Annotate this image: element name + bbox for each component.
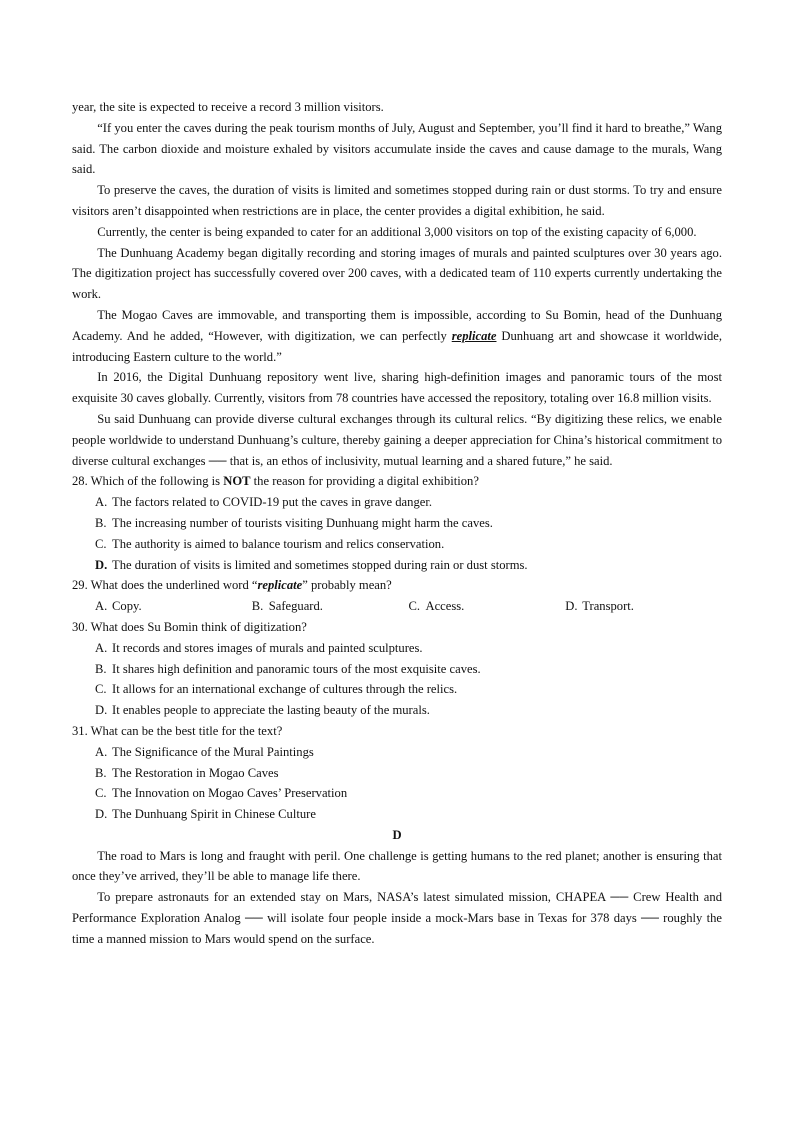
passage-c-paragraph-5	[72, 305, 722, 367]
option-b[interactable]	[72, 763, 722, 784]
option-c[interactable]	[72, 534, 722, 555]
option-a[interactable]	[72, 638, 722, 659]
option-a[interactable]	[72, 492, 722, 513]
option-letter: C.	[95, 536, 107, 551]
option-text: It enables people to appreciate the lasting beauty of the murals.	[112, 703, 430, 718]
question-31-stem: 31. What can be the best title for the text?	[72, 723, 283, 738]
underlined-word-replicate: replicate	[451, 328, 497, 343]
option-letter: C.	[95, 786, 107, 801]
quoted-word-replicate: replicate	[257, 578, 303, 593]
question-29-stem	[72, 575, 722, 596]
option-text: The duration of visits is limited and sometimes stopped during rain or dust storms.	[112, 557, 528, 572]
option-b[interactable]	[72, 513, 722, 534]
option-d[interactable]	[72, 700, 722, 721]
option-letter: C.	[95, 682, 107, 697]
paragraph-text: The Mogao Caves are immovable, and transporting them is impossible, according to Su Bomin, head of the Dunhuang Academy. And he added, “However, with digitization, we can perfectly	[72, 307, 722, 343]
option-text: Safeguard.	[268, 599, 323, 614]
option-c[interactable]	[409, 596, 566, 617]
option-letter: A.	[95, 599, 108, 614]
option-text: Access.	[425, 599, 465, 614]
exam-page	[72, 97, 722, 950]
option-a[interactable]	[72, 742, 722, 763]
option-letter: A.	[95, 495, 108, 510]
option-letter: D.	[95, 807, 108, 822]
question-31-options	[72, 742, 722, 825]
option-c[interactable]	[72, 783, 722, 804]
option-text: Transport.	[582, 599, 634, 614]
passage-d-paragraph-2: To prepare astronauts for an extended stay on Mars, NASA’s latest simulated mission, CHAPEA ── Crew Health and Performance Exploration Analog ── will isolate four people inside a mock-Mars base in Texas for 378 days ── roughly the time a manned mission to Mars would spend on the surface.	[72, 890, 722, 946]
option-a[interactable]	[95, 596, 252, 617]
passage-d-paragraph-1: The road to Mars is long and fraught with peril. One challenge is getting humans to the red planet; another is ensuring that once they’ve arrived, they’ll be able to manage life there.	[72, 848, 722, 884]
question-30-stem: 30. What does Su Bomin think of digitization?	[72, 619, 307, 634]
option-text: The Significance of the Mural Paintings	[112, 744, 314, 759]
option-d[interactable]	[72, 804, 722, 825]
passage-c-paragraph-3: Currently, the center is being expanded to cater for an additional 3,000 visitors on top of the existing capacity of 6,000.	[97, 224, 697, 239]
option-letter: C.	[408, 599, 421, 614]
option-text: It shares high definition and panoramic tours of the most exquisite caves.	[112, 661, 481, 676]
option-letter: A.	[95, 744, 108, 759]
option-d[interactable]	[565, 596, 722, 617]
option-c[interactable]	[72, 679, 722, 700]
option-text: The factors related to COVID-19 put the caves in grave danger.	[112, 495, 432, 510]
option-text: Copy.	[112, 599, 142, 614]
option-b[interactable]	[72, 659, 722, 680]
question-text: ” probably mean?	[302, 578, 392, 593]
passage-c-paragraph-1: “If you enter the caves during the peak tourism months of July, August and September, you’ll find it hard to breathe,” Wang said. The carbon dioxide and moisture exhaled by visitors accumulate inside the caves and cause damage to the murals, Wang said.	[72, 120, 722, 177]
question-text: 28. Which of the following is	[72, 474, 224, 489]
option-d[interactable]	[72, 555, 722, 576]
option-letter: D.	[95, 703, 108, 718]
option-text: The authority is aimed to balance tourism and relics conservation.	[112, 536, 445, 551]
emphasis-not: NOT	[223, 474, 251, 489]
question-28-stem	[72, 471, 722, 492]
option-letter: B.	[251, 599, 264, 614]
question-29-options	[72, 596, 722, 617]
question-text: the reason for providing a digital exhibition?	[250, 474, 479, 489]
option-letter: B.	[95, 661, 107, 676]
paragraph-text: Dunhuang art and showcase it worldwide, introducing Eastern culture to the world.”	[72, 328, 722, 364]
option-letter: A.	[95, 640, 108, 655]
option-text: The increasing number of tourists visiting Dunhuang might harm the caves.	[112, 515, 493, 530]
option-text: The Innovation on Mogao Caves’ Preservation	[112, 786, 348, 801]
option-letter: B.	[95, 515, 107, 530]
option-b[interactable]	[252, 596, 409, 617]
passage-c-paragraph-6: In 2016, the Digital Dunhuang repository went live, sharing high-definition images and panoramic tours of the most exquisite 30 caves globally. Currently, visitors from 78 countries have accessed the repository, totaling over 16.8 million visits.	[72, 370, 722, 406]
option-text: It records and stores images of murals and painted sculptures.	[112, 640, 423, 655]
passage-c-paragraph-0: year, the site is expected to receive a record 3 million visitors.	[72, 100, 384, 114]
question-28-options	[72, 492, 722, 575]
passage-c-paragraph-2: To preserve the caves, the duration of visits is limited and sometimes stopped during rain or dust storms. To try and ensure visitors aren’t disappointed when restrictions are in place, the center provides a digital exhibition, he said.	[72, 183, 722, 218]
option-letter: B.	[95, 765, 107, 780]
passage-c-paragraph-7: Su said Dunhuang can provide diverse cultural exchanges through its cultural relics. “By digitizing these relics, we enable people worldwide to understand Dunhuang’s culture, thereby gaining a deeper appreciation for China’s historical commitment to diverse cultural exchanges ── that is, an ethos of inclusivity, mutual learning and a shared future,” he said.	[72, 411, 722, 468]
option-text: The Dunhuang Spirit in Chinese Culture	[112, 807, 316, 822]
option-text: The Restoration in Mogao Caves	[112, 765, 279, 780]
option-letter: D.	[95, 557, 108, 572]
question-text: 29. What does the underlined word “	[72, 578, 258, 593]
section-title-d: D	[392, 827, 402, 842]
passage-c-paragraph-4: The Dunhuang Academy began digitally recording and storing images of murals and painted sculptures over 30 years ago. The digitization project has successfully covered over 200 caves, with a dedicated team of 110 experts currently undertaking the work.	[72, 245, 722, 302]
question-30-options	[72, 638, 722, 721]
option-letter: D.	[565, 599, 578, 614]
option-text: It allows for an international exchange of cultures through the relics.	[112, 682, 458, 697]
